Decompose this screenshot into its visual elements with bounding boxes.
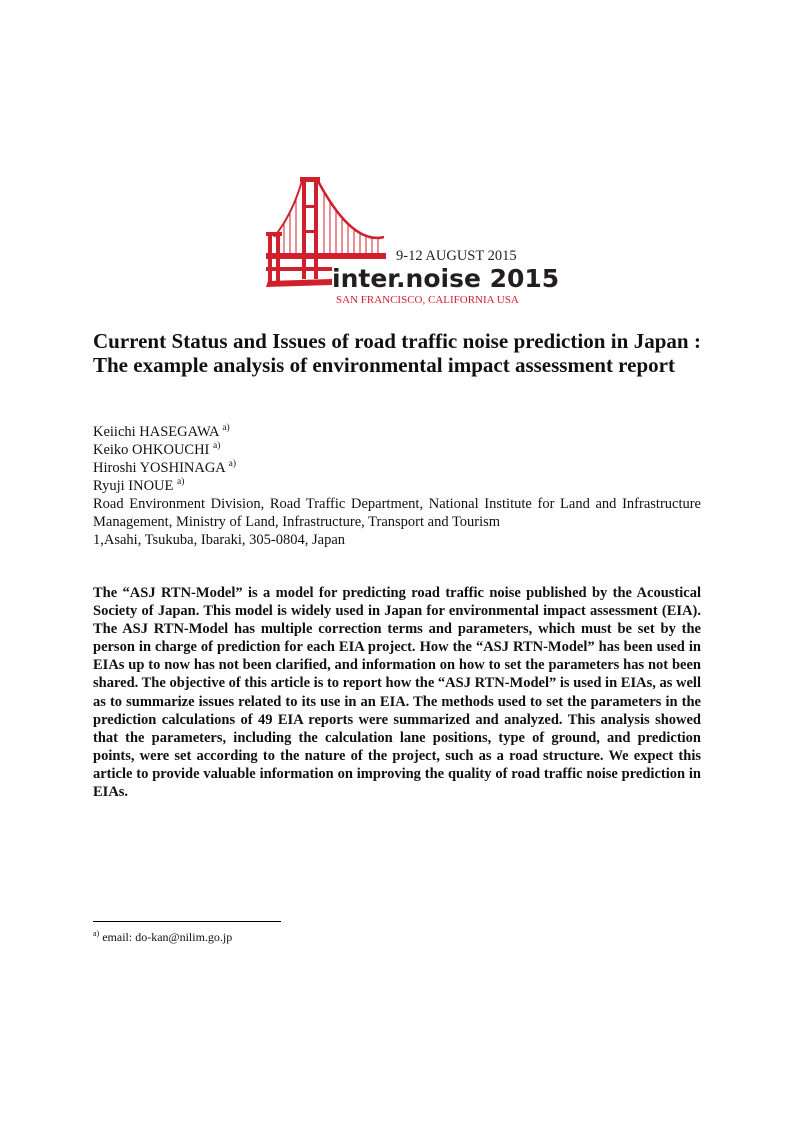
footnote-divider xyxy=(93,921,281,922)
conference-logo xyxy=(262,175,560,307)
paper-title: Current Status and Issues of road traffic noise prediction in Japan : The example analysis of environmental impact assessment report xyxy=(93,329,701,377)
conference-name: inter.noise 2015 xyxy=(332,264,560,293)
footnote-email: email: do-kan@nilim.go.jp xyxy=(102,930,233,944)
conference-location: SAN FRANCISCO, CALIFORNIA USA xyxy=(336,294,519,306)
abstract: The “ASJ RTN-Model” is a model for predicting road traffic noise published by the Acoustical Society of Japan. This model is widely used in Japan for environmental impact assessment (EIA). The ASJ RTN-Model has multiple correction terms and parameters, which must be set by the person in charge of prediction for each EIA project. How the “ASJ RTN-Model” has been used in EIAs up to now has not been clarified, and information on how to set the parameters has not been shared. The objective of this article is to report how the “ASJ RTN-Model” is used in EIAs, as well as to summarize issues related to its use in an EIA. The methods used to set the parameters in the prediction calculations of 49 EIA reports were summarized and analyzed. This analysis showed that the parameters, including the calculation lane positions, type of ground, and prediction points, were set according to the nature of the project, such as a road structure. We expect this article to provide valuable information on improving the quality of road traffic noise prediction in EIAs. xyxy=(93,585,701,801)
author: Keiichi HASEGAWA $^{a)}$ xyxy=(93,423,230,440)
author: Hiroshi YOSHINAGA $^{a)}$ xyxy=(93,459,236,476)
address: 1,Asahi, Tsukuba, Ibaraki, 305-0804, Japan xyxy=(93,532,346,548)
author: Keiko OHKOUCHI $^{a)}$ xyxy=(93,441,221,458)
author: Ryuji INOUE $^{a)}$ xyxy=(93,477,185,494)
footnote: $^{a)}$ email: do-kan@nilim.go.jp xyxy=(93,929,233,944)
conference-date: 9-12 AUGUST 2015 xyxy=(396,248,517,264)
author-block xyxy=(93,423,701,549)
affiliation: Road Environment Division, Road Traffic Department, National Institute for Land and Infrastructure Management, Ministry of Land, Infrastructure, Transport and Tourism xyxy=(93,496,701,530)
